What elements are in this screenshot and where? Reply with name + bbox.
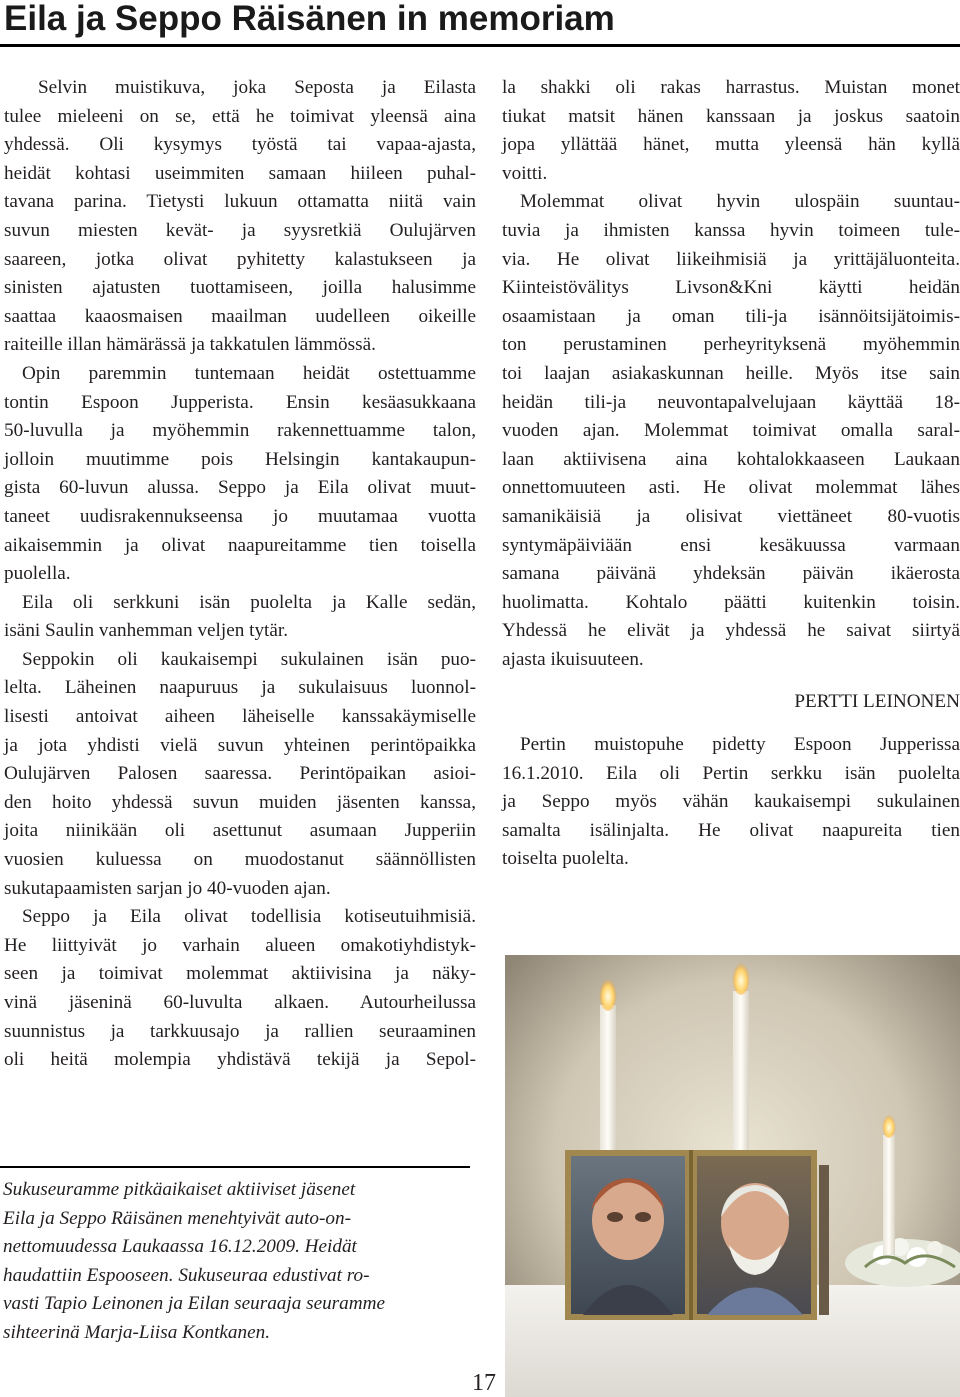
body-text-line: huolimatta. Kohtalo päätti kuitenkin toisin. — [502, 591, 960, 613]
body-text-line: jopa yllättää hänet, mutta yleensä hän kyllä — [502, 134, 960, 156]
body-text-line: tuvia ja ihmisten kanssa hyvin toimeen tule- — [502, 219, 960, 241]
body-text-line: Oulujärven Palosen saaressa. Perintöpaikan asioi- — [4, 763, 476, 785]
body-text-line: tulee mieleeni on se, että he toimivat yleensä aina — [4, 105, 476, 127]
body-text-line: Opin paremmin tuntemaan heidät ostettuamme — [22, 362, 476, 384]
body-text-line: Eila oli serkkuni isän puolelta ja Kalle sedän, — [22, 591, 476, 613]
body-text-line: via. He olivat liikeihmisiä ja yrittäjäluonteita. — [502, 248, 960, 270]
body-text-line: 50-luvulla ja myöhemmin rakennettuamme talon, — [4, 420, 476, 442]
body-text-line: vuosien kuluessa on muodostanut säännöllisten — [4, 849, 476, 871]
body-text-line: ton perustaminen perheyrityksenä myöhemmin — [502, 334, 960, 356]
caption-line: haudattiin Espooseen. Sukuseuraa edustivat ro- — [3, 1264, 370, 1286]
photo-caption — [3, 1176, 473, 1348]
note-text-line: samalta isälinjalta. He olivat naapureita tien — [502, 819, 960, 841]
note-text-line: Pertin muistopuhe pidetty Espoon Jupperissa — [520, 734, 960, 756]
body-text-line: sukutapaamisten sarjan jo 40-vuoden ajan. — [4, 877, 331, 899]
article-right-text — [502, 74, 960, 674]
body-text-line: samana päivänä yhdeksän päivän ikäerosta — [502, 563, 960, 585]
body-text-line: den hoito yhdessä suvun muiden jäsenten kanssa, — [4, 791, 476, 813]
body-text-line: lisesti antoivat aiheen läheiselle kanssakäymiselle — [4, 706, 476, 728]
body-text-line: onnettomuuteen asti. He olivat molemmat lähes — [502, 477, 960, 499]
body-text-line: He liittyivät jo varhain alueen omakotiyhdistyk- — [4, 934, 476, 956]
body-text-line: jolloin muutimme pois Helsingin kantakaupun- — [4, 448, 476, 470]
body-text-line: heidät kohtasi useimmiten samaan hiileen puhal- — [4, 162, 476, 184]
caption-line: Eila ja Seppo Räisänen menehtyivät auto-on- — [3, 1207, 351, 1229]
page-title: Eila ja Seppo Räisänen in memoriam — [4, 0, 615, 38]
body-text-line: vinä jäseninä 60-luvulta alkaen. Autourheilussa — [4, 992, 476, 1013]
body-text-line: vuoden ajan. Molemmat toimivat omalla saral- — [502, 420, 960, 442]
body-text-line: taneet uudisrakennukseensa jo muutamaa vuotta — [4, 505, 476, 527]
body-text-line: ajasta ikuisuuteen. — [502, 648, 644, 670]
body-text-line: heidän tili-ja neuvontapalvelujaan käyttää 18- — [502, 391, 960, 413]
note-text-line: 16.1.2010. Eila oli Pertin serkku isän puolelta — [502, 762, 960, 784]
body-text-line: ja jota yhdisti vielä suvun yhteinen perintöpaikka — [4, 734, 476, 756]
body-text-line: lelta. Läheinen naapuruus ja sukulaisuus luonnol- — [4, 677, 476, 699]
body-text-line: joita niinikään oli asettunut asumaan Jupperiin — [4, 820, 476, 842]
body-text-line: isäni Saulin vanhemman veljen tytär. — [4, 620, 289, 642]
body-text-line: tiukat matsit hänen kanssaan ja joskus saatoin — [502, 105, 960, 127]
body-text-line: tavana parina. Tietysti lukuun ottamatta niitä vain — [4, 191, 476, 213]
body-text-line: voitti. — [502, 162, 548, 184]
body-text-line: samanikäisiä ja olisivat viettäneet 80-vuotis — [502, 505, 960, 527]
body-text-line: puolella. — [4, 563, 71, 585]
caption-separator — [0, 1166, 470, 1168]
memorial-photo — [505, 955, 960, 1397]
note-text-line: toiselta puolelta. — [502, 848, 629, 870]
caption-line: sihteerinä Marja-Liisa Kontkanen. — [3, 1321, 271, 1343]
body-text-line: Seppo ja Eila olivat todellisia kotiseutuihmisiä. — [22, 906, 476, 928]
caption-line: vasti Tapio Leinonen ja Eilan seuraaja seuramme — [3, 1293, 385, 1315]
title-underline — [0, 44, 960, 47]
body-text-line: Molemmat olivat hyvin ulospäin suuntau- — [520, 191, 960, 213]
body-text-line: saattaa kaaosmaisen maailman uudelleen oikeille — [4, 305, 476, 327]
body-text-line: sinisten ajatusten tuottamiseen, joilla halusimme — [4, 277, 476, 299]
body-text-line: Kiinteistövälitys Livson&Kni käytti heidän — [502, 277, 960, 299]
body-text-line: laan aktiivisena aina kohtalokkaaseen Laukaan — [502, 448, 960, 470]
body-text-line: syntymäpäiviään ensi kesäkuussa varmaan — [502, 534, 960, 556]
body-text-line: aikaisemmin ja olivat naapureitamme tien toisella — [4, 534, 476, 556]
speech-note — [502, 731, 960, 874]
body-text-line: suunnistus ja tarkkuusajo ja rallien seuraaminen — [4, 1020, 476, 1042]
body-text-line: osaamistaan ja oman tili-ja isännöitsijätoimis- — [502, 305, 960, 327]
body-text-line: oli heitä molempia yhdistävä tekijä ja Sepol- — [4, 1049, 476, 1071]
article-left-column — [4, 74, 476, 1075]
body-text-line: la shakki oli rakas harrastus. Muistan monet — [502, 77, 960, 98]
body-text-line: yhdessä. Oli kysymys työstä tai vapaa-ajasta, — [4, 134, 476, 156]
body-text-line: gista 60-luvun alussa. Seppo ja Eila olivat muut- — [4, 477, 476, 499]
caption-line: nettomuudessa Laukaassa 16.12.2009. Heidät — [3, 1236, 357, 1258]
body-text-line: Selvin muistikuva, joka Seposta ja Eilasta — [38, 77, 476, 98]
caption-line: Sukuseuramme pitkäaikaiset aktiiviset jäsenet — [3, 1179, 356, 1200]
body-text-line: seen ja toimivat molemmat aktiivisina ja näky- — [4, 963, 476, 985]
page-number: 17 — [472, 1370, 496, 1396]
body-text-line: toi laajan asiakaskunnan heille. Myös itse sain — [502, 362, 960, 384]
body-text-line: Seppokin oli kaukaisempi sukulainen isän puo- — [22, 648, 476, 670]
body-text-line: suvun miesten kevät- ja syysretkiä Oulujärven — [4, 219, 476, 241]
author-signature: PERTTI LEINONEN — [794, 691, 960, 713]
body-text-line: Yhdessä he elivät ja yhdessä he saivat siirtyä — [502, 620, 960, 642]
body-text-line: tontin Espoon Jupperista. Ensin kesäasukkaana — [4, 391, 476, 413]
body-text-line: raiteille illan hämärässä ja takkatulen lämmössä. — [4, 334, 376, 356]
note-text-line: ja Seppo myös vähän kaukaisempi sukulainen — [502, 791, 960, 813]
article-right-column — [502, 74, 960, 874]
body-text-line: saareen, jotka olivat pyhitetty kalastukseen ja — [4, 248, 476, 270]
